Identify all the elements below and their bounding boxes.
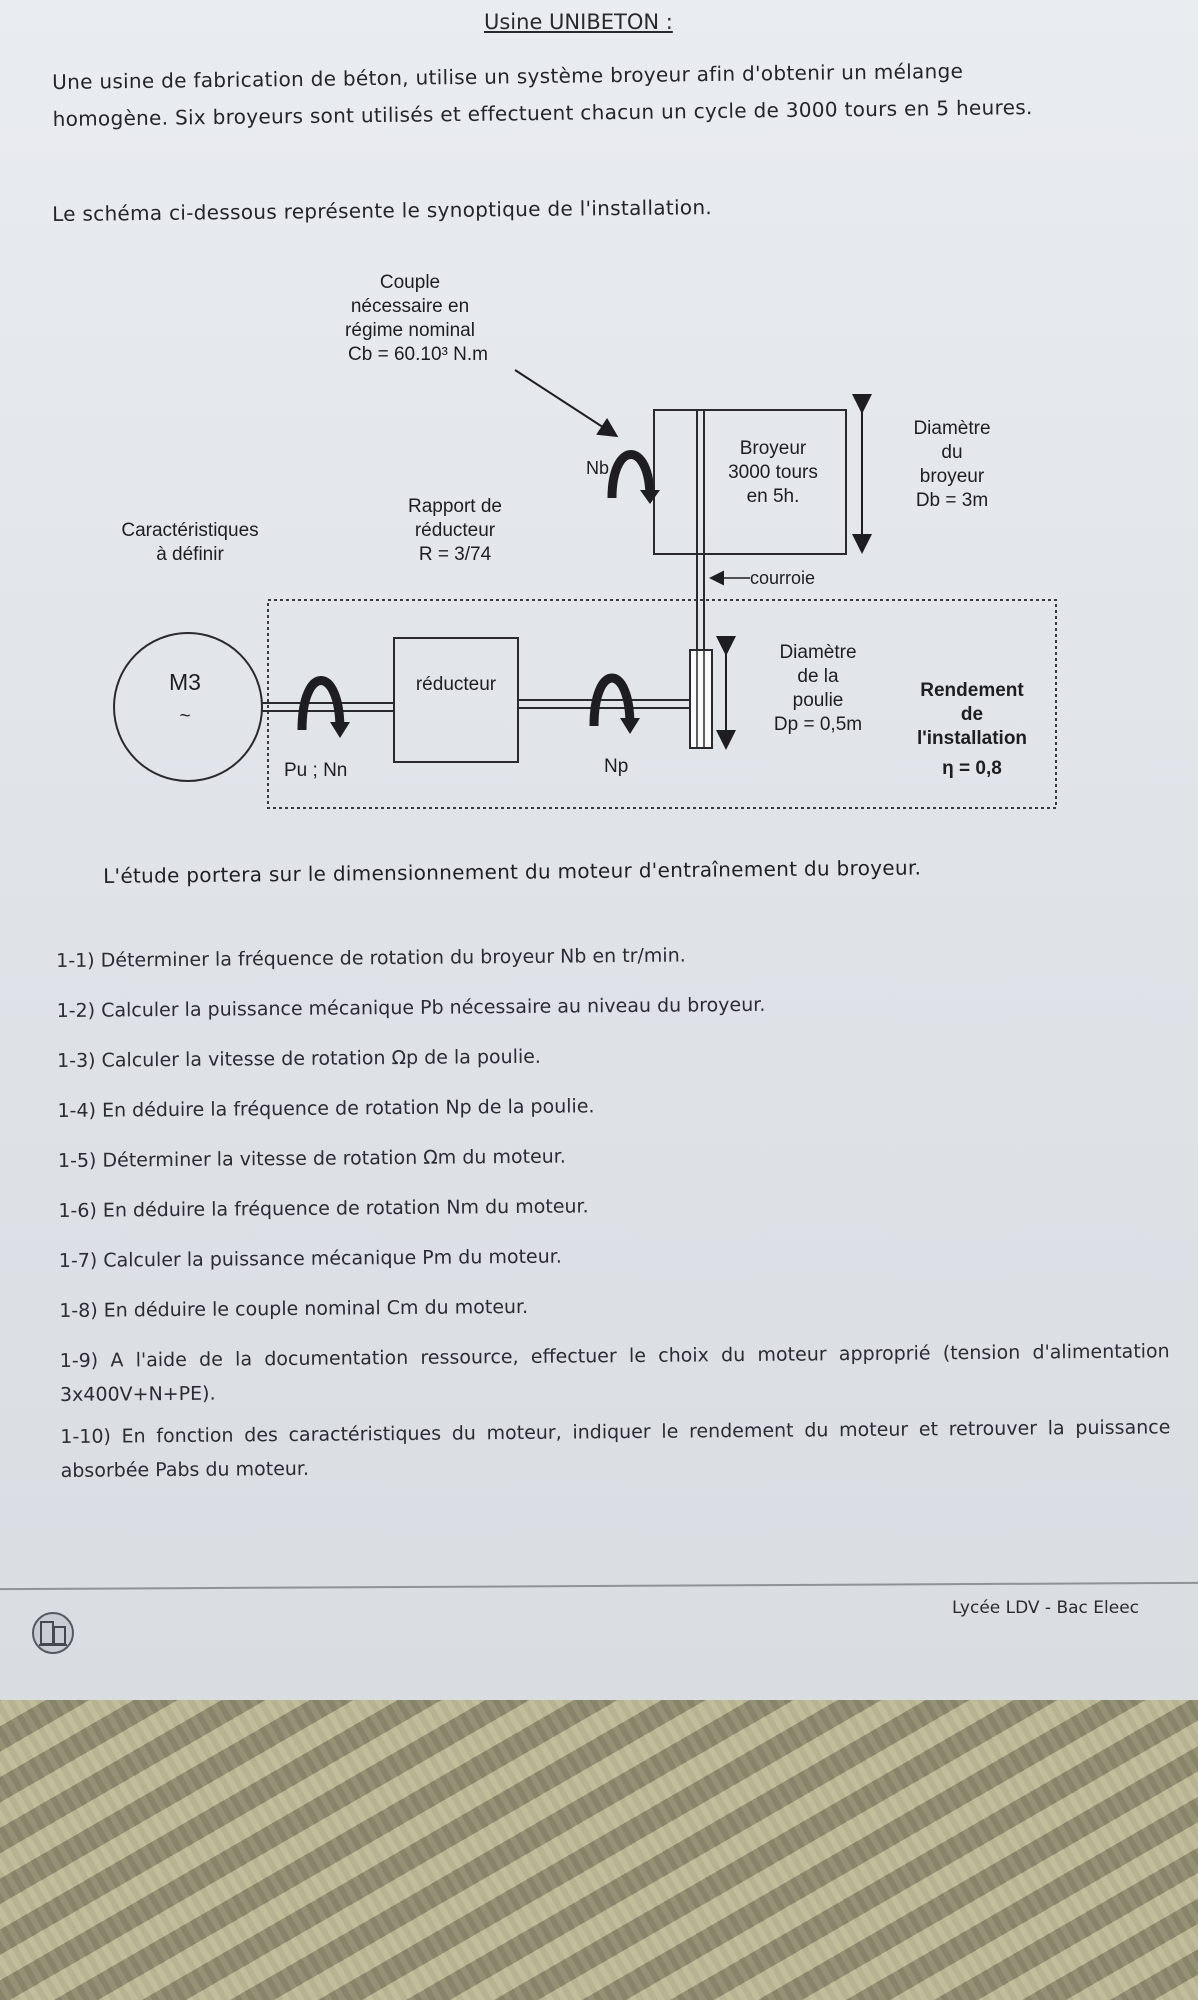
intro-paragraph: Une usine de fabrication de béton, utilise un système broyeur afin d'obtenir un mélange homogène. Six broyeurs sont utilisés et effectuent chacun un cycle de 3000 tours en 5 heures. [52,58,1033,131]
pu-nn-label: Pu ; Nn [284,760,348,781]
school-logo-icon [30,1610,76,1656]
rapport-label [408,496,502,565]
background-carpet [0,1700,1198,2000]
rendement-label [917,680,1027,779]
svg-text:Rapport de: Rapport de [407,496,503,517]
question-1-4: 1-4) En déduire la fréquence de rotation Np de la poulie. [57,1095,595,1122]
question-1-7: 1-7) Calculer la puissance mécanique Pm du moteur. [58,1245,562,1272]
np-rotation-arrowhead [620,718,640,734]
svg-text:Diamètre: Diamètre [913,418,991,439]
svg-text:de: de [960,704,984,725]
courroie-label: courroie [750,568,816,588]
svg-text:Couple: Couple [379,272,441,293]
svg-text:du: du [941,442,963,463]
nb-rotation-arrowhead [640,490,660,504]
svg-text:à définir: à définir [156,544,224,565]
svg-text:l'installation: l'installation [916,728,1028,749]
svg-text:η = 0,8: η = 0,8 [942,758,1002,779]
motor-label: M3 [169,669,201,695]
poulie [690,650,712,748]
svg-text:régime nominal: régime nominal [345,320,475,341]
pu-rotation-arrowhead [330,722,350,738]
svg-text:Broyeur: Broyeur [739,438,807,459]
installation-diagram [0,260,1198,830]
svg-text:broyeur: broyeur [919,466,985,487]
synoptic-sentence: Le schéma ci-dessous représente le synoptique de l'installation. [52,195,713,226]
svg-text:Diamètre: Diamètre [779,642,857,663]
svg-text:de la: de la [797,666,839,687]
question-1-5: 1-5) Déterminer la vitesse de rotation Ωm du moteur. [57,1145,566,1172]
motor-symbol: ~ [179,706,191,727]
reducteur-box [394,638,518,762]
footer-text: Lycée LDV - Bac Eleec [952,1598,1140,1618]
page-title: Usine UNIBETON : [484,10,673,34]
question-1-9: 1-9) A l'aide de la documentation ressource, effectuer le choix du moteur approprié (tension d'alimentation 3x400V+N+PE). [59,1340,1170,1406]
question-1-6: 1-6) En déduire la fréquence de rotation Nm du moteur. [58,1195,589,1222]
svg-text:Rendement: Rendement [920,680,1024,701]
svg-text:Cb = 60.10³ N.m: Cb = 60.10³ N.m [348,344,488,365]
question-1-10: 1-10) En fonction des caractéristiques du moteur, indiquer le rendement du moteur et retrouver la puissance absorbée Pabs du moteur. [60,1416,1171,1482]
question-1-1: 1-1) Déterminer la fréquence de rotation du broyeur Nb en tr/min. [56,944,686,972]
svg-text:3000 tours: 3000 tours [728,462,818,483]
couple-arrow [515,370,615,435]
question-1-2: 1-2) Calculer la puissance mécanique Pb nécessaire au niveau du broyeur. [56,993,766,1022]
caracteristiques-label [121,520,258,565]
svg-text:poulie: poulie [792,690,844,711]
svg-text:Caractéristiques: Caractéristiques [121,520,259,541]
svg-text:réducteur: réducteur [414,520,496,541]
np-label: Np [604,756,629,777]
footer-divider [0,1582,1198,1590]
svg-text:Db = 3m: Db = 3m [915,490,989,511]
nb-label: Nb [586,458,610,478]
question-list [56,926,1171,1488]
svg-text:nécessaire en: nécessaire en [350,296,470,317]
diametre-poulie-label [774,642,862,735]
svg-text:en 5h.: en 5h. [746,486,800,507]
reducteur-label: réducteur [415,674,497,695]
svg-text:R = 3/74: R = 3/74 [418,544,492,565]
study-sentence: L'étude portera sur le dimensionnement du moteur d'entraînement du broyeur. [103,855,922,888]
couple-label [345,272,488,365]
question-1-3: 1-3) Calculer la vitesse de rotation Ωp de la poulie. [56,1045,542,1072]
question-1-8: 1-8) En déduire le couple nominal Cm du moteur. [59,1295,529,1322]
svg-text:Dp = 0,5m: Dp = 0,5m [773,714,863,735]
broyeur-label [728,438,818,507]
diametre-broyeur-label [913,418,990,511]
